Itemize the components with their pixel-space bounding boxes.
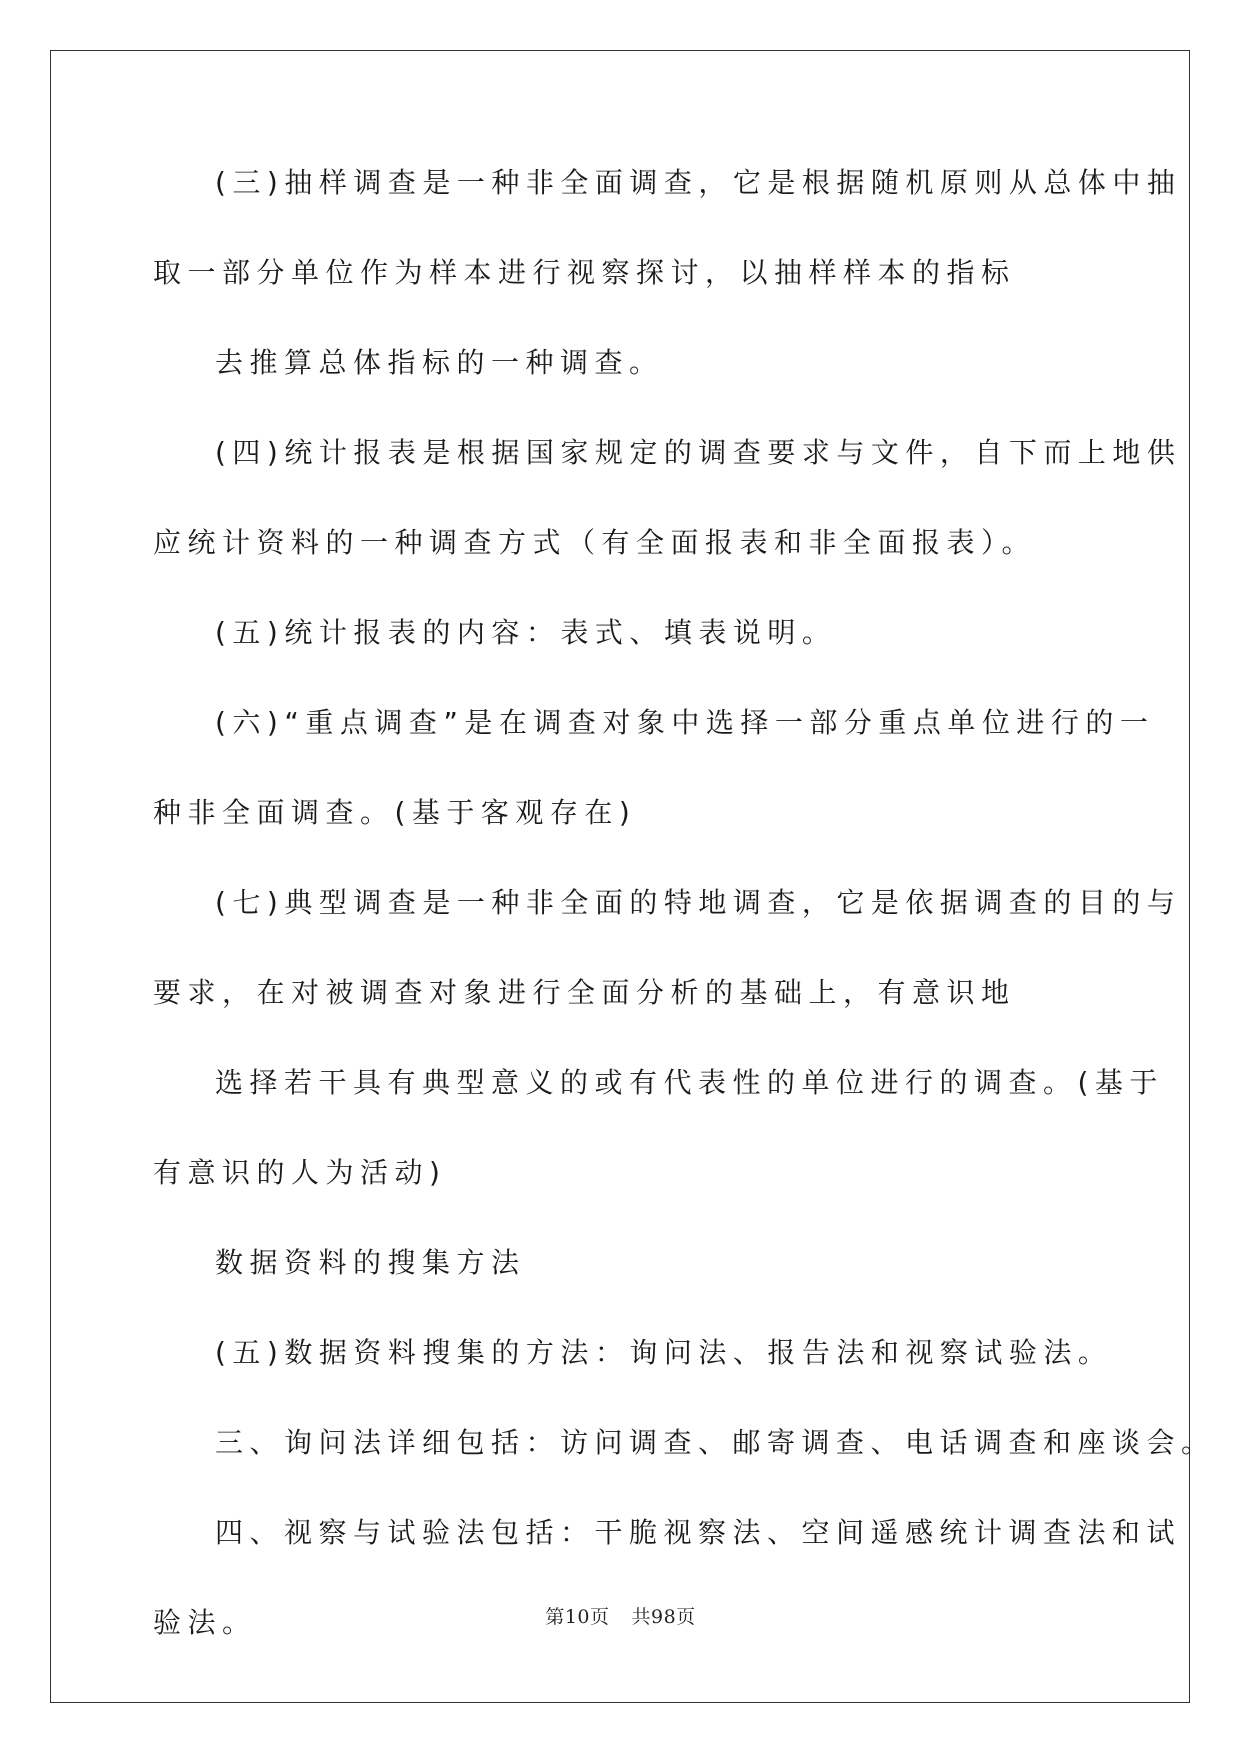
body-line: 验法。 (153, 1606, 257, 1639)
body-line: 取一部分单位作为样本进行视察探讨，以抽样样本的指标 (153, 256, 1016, 289)
page-total: 共98页 (631, 1606, 696, 1628)
page-number: 第10页 (545, 1606, 610, 1628)
body-line: 选择若干具有典型意义的或有代表性的单位进行的调查。(基于 (215, 1066, 1164, 1099)
section-heading: 数据资料的搜集方法 (215, 1246, 526, 1279)
body-line: (三)抽样调查是一种非全面调查，它是根据随机原则从总体中抽 (215, 166, 1182, 199)
body-line: 三、询问法详细包括：访问调查、邮寄调查、电话调查和座谈会。 (215, 1426, 1216, 1459)
body-line: (五)统计报表的内容：表式、填表说明。 (215, 616, 837, 649)
page-footer (0, 1602, 1241, 1629)
document-body (153, 163, 1216, 1693)
body-line: (四)统计报表是根据国家规定的调查要求与文件，自下而上地供 (215, 436, 1182, 469)
body-line: 要求，在对被调查对象进行全面分析的基础上，有意识地 (153, 976, 1016, 1009)
body-line: 四、视察与试验法包括：干脆视察法、空间遥感统计调查法和试 (215, 1516, 1182, 1549)
body-line: (七)典型调查是一种非全面的特地调查，它是依据调查的目的与 (215, 886, 1182, 919)
body-line: (六)“重点调查”是在调查对象中选择一部分重点单位进行的一 (215, 706, 1155, 739)
body-line: 去推算总体指标的一种调查。 (215, 346, 664, 379)
body-line: (五)数据资料搜集的方法：询问法、报告法和视察试验法。 (215, 1336, 1113, 1369)
body-line: 有意识的人为活动) (153, 1156, 447, 1189)
body-line: 应统计资料的一种调查方式（有全面报表和非全面报表）。 (153, 526, 1037, 559)
body-line: 种非全面调查。(基于客观存在) (153, 796, 637, 829)
